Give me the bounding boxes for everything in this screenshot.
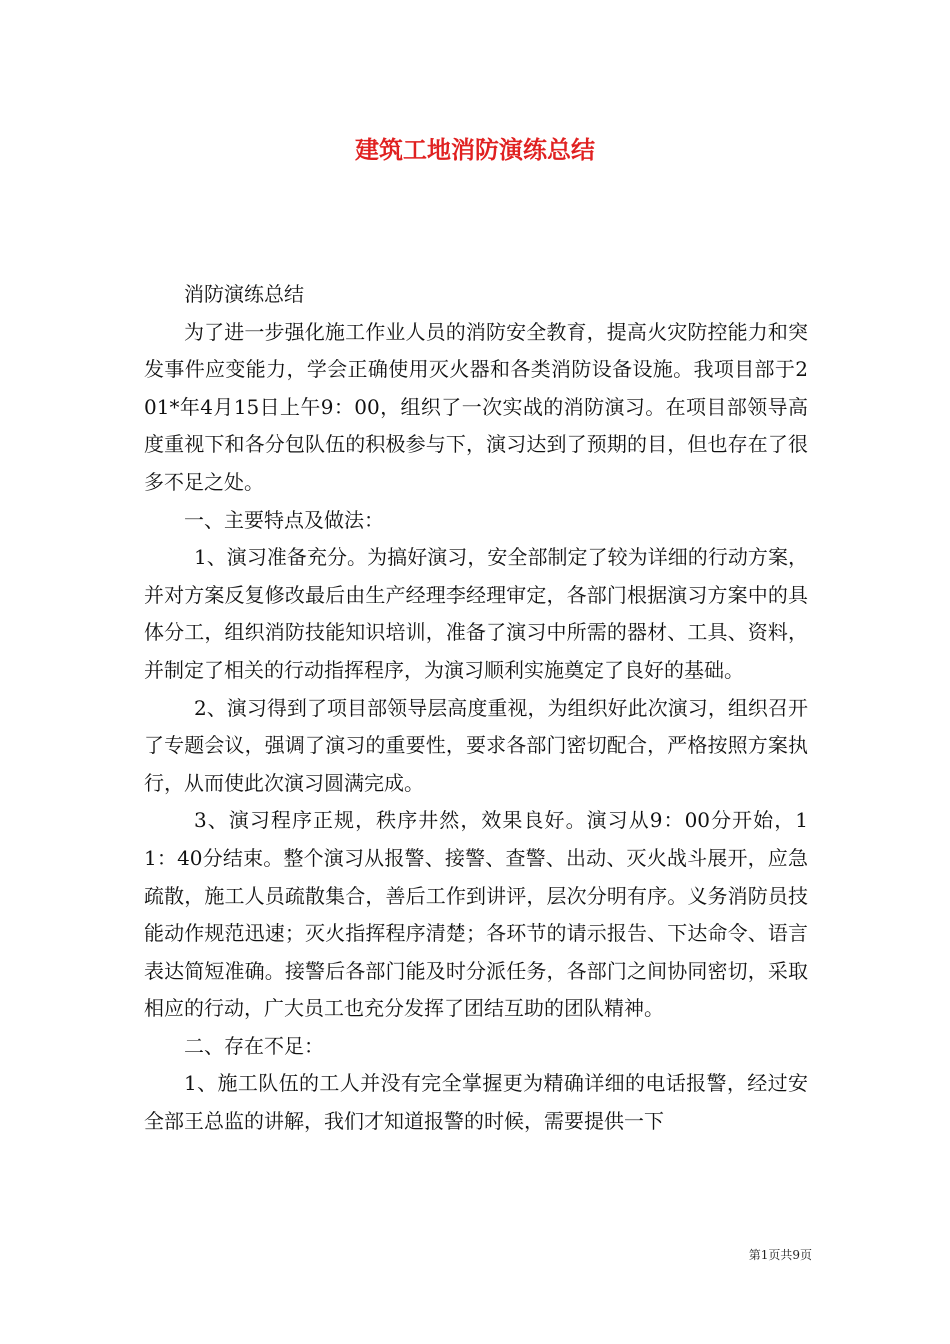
- paragraph-feature-3: 3、演习程序正规，秩序井然，效果良好。演习从9：00分开始，11：40分结束。整个演习从报警、接警、查警、出动、灭火战斗展开，应急疏散，施工人员疏散集合，善后工作到讲评，层次分明有序。义务消防员技能动作规范迅速；灭火指挥程序清楚；各环节的请示报告、下达命令、语言表达简短准确。接警后各部门能及时分派任务，各部门之间协同密切，采取相应的行动，广大员工也充分发挥了团结互助的团队精神。: [144, 808, 808, 1021]
- paragraph-feature-2: 2、演习得到了项目部领导层高度重视，为组织好此次演习，组织召开了专题会议，强调了演习的重要性，要求各部门密切配合，严格按照方案执行，从而使此次演习圆满完成。: [144, 695, 808, 795]
- section-heading-features: 一、主要特点及做法：: [184, 507, 384, 532]
- document-title: 建筑工地消防演练总结: [355, 135, 595, 164]
- paragraph-feature-1: 1、演习准备充分。为搞好演习，安全部制定了较为详细的行动方案，并对方案反复修改最后由生产经理李经理审定，各部门根据演习方案中的具体分工，组织消防技能知识培训，准备了演习中所需的器材、工具、资料，并制定了相关的行动指挥程序，为演习顺利实施奠定了良好的基础。: [144, 545, 808, 682]
- paragraph-shortcoming-1: 1、施工队伍的工人并没有完全掌握更为精确详细的电话报警，经过安全部王总监的讲解，我们才知道报警的时候，需要提供一下: [144, 1071, 808, 1134]
- document-body: [144, 276, 808, 1141]
- section-heading-shortcomings: 二、存在不足：: [184, 1033, 324, 1058]
- paragraph-intro: 为了进一步强化施工作业人员的消防安全教育，提高火灾防控能力和突发事件应变能力，学会正确使用灭火器和各类消防设备设施。我项目部于201*年4月15日上午9：00，组织了一次实战的消防演习。在项目部领导高度重视下和各分包队伍的积极参与下，演习达到了预期的目，但也存在了很多不足之处。: [144, 319, 808, 494]
- page-number: 第1页共9页: [748, 1248, 812, 1262]
- section-heading-summary: 消防演练总结: [184, 282, 304, 306]
